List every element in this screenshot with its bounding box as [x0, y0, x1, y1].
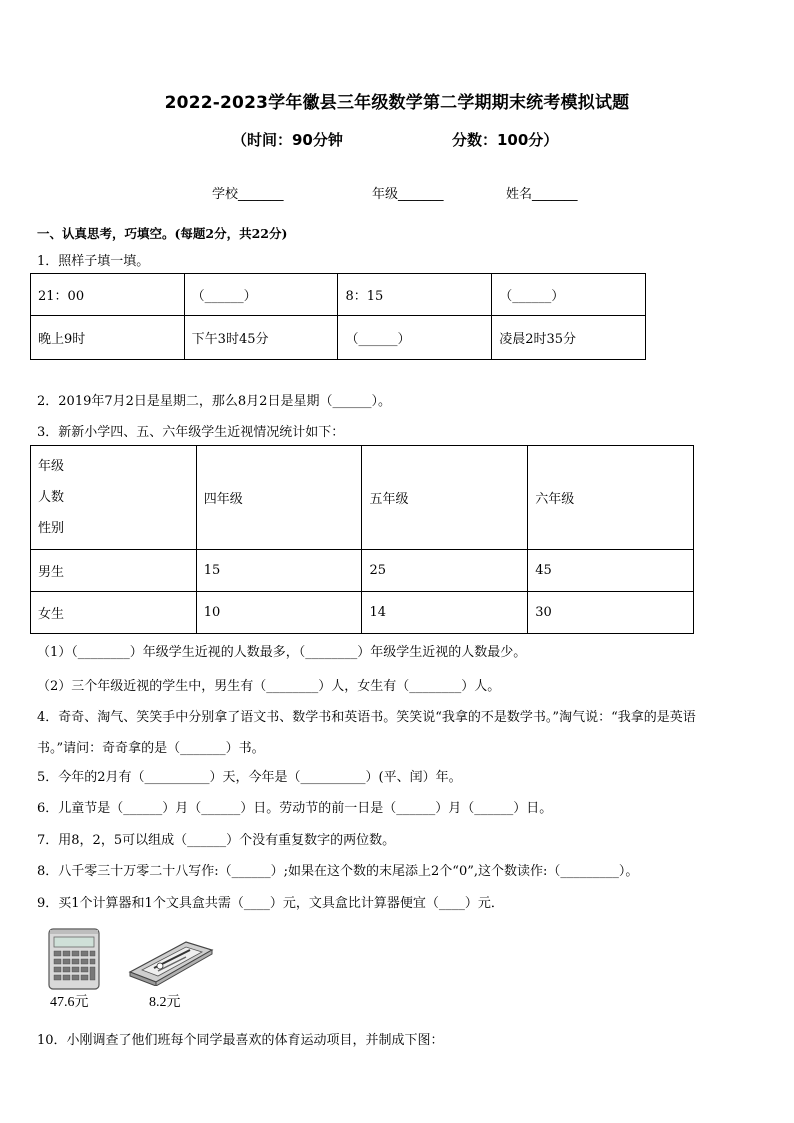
table-row [31, 274, 646, 316]
question-10: 10．小刚调查了他们班每个同学最喜欢的体育运动项目，并制成下图： [37, 1033, 444, 1048]
header-line: 性别 [38, 521, 65, 536]
calculator-price: 47.6元 [50, 995, 89, 1010]
column-header: 六年级 [528, 446, 694, 550]
table-cell: 30 [528, 592, 694, 634]
question-4-line-2: 书。”请问：奇奇拿的是（_______）书。 [37, 741, 265, 756]
exam-time: （时间：90分钟 [232, 131, 343, 149]
header-line: 人数 [38, 490, 65, 505]
row-label: 男生 [31, 550, 197, 592]
table-cell: 8：15 [338, 274, 492, 316]
table-cell: （______） [184, 274, 338, 316]
table-cell: 凌晨2时35分 [492, 316, 646, 360]
table-cell: 晚上9时 [31, 316, 185, 360]
table-row [31, 316, 646, 360]
school-field: 学校_______ [212, 187, 284, 202]
table-cell: （______） [338, 316, 492, 360]
question-3-part-1: （1）（________）年级学生近视的人数最多，（________）年级学生近视的人数最少。 [37, 645, 527, 660]
question-7: 7．用8，2，5可以组成（______）个没有重复数字的两位数。 [37, 833, 396, 848]
pencil-case-icon [128, 938, 214, 990]
header-line: 年级 [38, 459, 65, 474]
table-cell: 下午3时45分 [184, 316, 338, 360]
table-cell: 25 [362, 550, 528, 592]
pencil-case-price: 8.2元 [149, 995, 181, 1010]
myopia-table [30, 445, 694, 634]
grade-field: 年级_______ [372, 187, 444, 202]
diagonal-header-cell [31, 446, 197, 550]
question-3-part-2: （2）三个年级近视的学生中，男生有（________）人，女生有（________）人。 [37, 679, 501, 694]
section-heading: 一、认真思考，巧填空。(每题2分，共22分) [37, 226, 288, 241]
question-2: 2．2019年7月2日是星期二，那么8月2日是星期（______）。 [37, 394, 391, 409]
question-8: 8．八千零三十万零二十八写作:（______）;如果在这个数的末尾添上2个“0”,这个数读作:（_________）。 [37, 864, 639, 879]
exam-score: 分数：100分） [452, 131, 559, 149]
table-header-row [31, 446, 694, 550]
question-3: 3．新新小学四、五、六年级学生近视情况统计如下： [37, 425, 345, 440]
calculator-icon [48, 928, 100, 994]
column-header: 四年级 [196, 446, 362, 550]
table-row [31, 550, 694, 592]
table-row [31, 592, 694, 634]
question-9: 9．买1个计算器和1个文具盒共需（____）元，文具盒比计算器便宜（____）元． [37, 896, 504, 911]
table-cell: 10 [196, 592, 362, 634]
question-5: 5．今年的2月有（__________）天，今年是（__________）(平、闰）年。 [37, 770, 462, 785]
row-label: 女生 [31, 592, 197, 634]
table-cell: 45 [528, 550, 694, 592]
question-1: 1．照样子填一填。 [37, 254, 150, 269]
question-4-line-1: 4．奇奇、淘气、笑笑手中分别拿了语文书、数学书和英语书。笑笑说“我拿的不是数学书。”淘气说：“我拿的是英语 [37, 710, 696, 725]
table-cell: 14 [362, 592, 528, 634]
time-table [30, 273, 646, 360]
table-cell: 21：00 [31, 274, 185, 316]
name-field: 姓名_______ [506, 187, 578, 202]
question-6: 6．儿童节是（______）月（______）日。劳动节的前一日是（______）月（______）日。 [37, 801, 553, 816]
column-header: 五年级 [362, 446, 528, 550]
table-cell: 15 [196, 550, 362, 592]
page-title: 2022-2023学年徽县三年级数学第二学期期末统考模拟试题 [164, 93, 630, 113]
table-cell: （______） [492, 274, 646, 316]
